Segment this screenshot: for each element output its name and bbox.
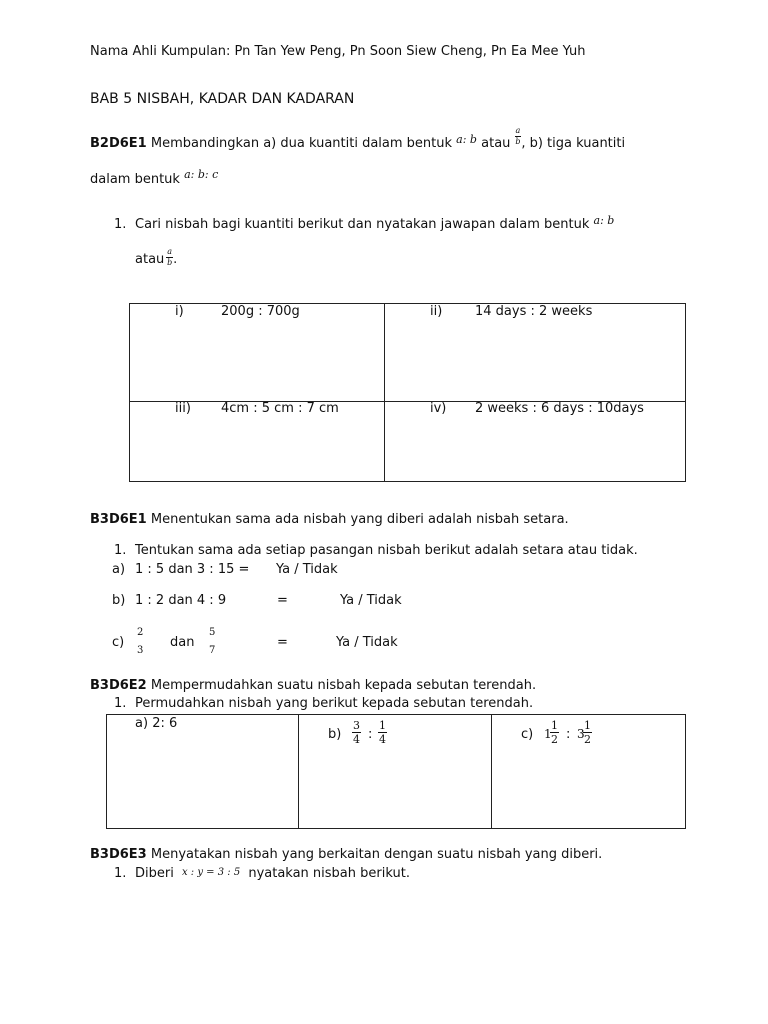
whole-number: 3	[577, 727, 585, 741]
question-number: 1.	[114, 217, 127, 232]
whole-number: 1	[544, 727, 552, 741]
fraction-2-3	[137, 628, 143, 656]
cell-label-ii: ii)	[430, 304, 443, 319]
question-text-line2	[135, 247, 178, 269]
fraction-denominator: 7	[209, 645, 216, 656]
fraction-numerator: 1	[551, 719, 558, 732]
fraction-numerator: 1	[584, 719, 591, 732]
fraction-a-over-b	[166, 248, 173, 267]
section-text: dalam bentuk	[90, 172, 180, 187]
answer-choice-c[interactable]: Ya / Tidak	[336, 635, 398, 650]
answer-choice-b[interactable]: Ya / Tidak	[340, 593, 402, 608]
item-label-c: c)	[521, 727, 534, 742]
section-text-cont: , b) tiga kuantiti	[521, 136, 626, 151]
simplify-item-a	[135, 716, 177, 731]
group-members: Nama Ahli Kumpulan: Pn Tan Yew Peng, Pn Soon Siew Cheng, Pn Ea Mee Yuh	[90, 44, 586, 59]
fraction-numerator: a	[167, 247, 173, 256]
section-text: Mempermudahkan suatu nisbah kepada sebutan terendah.	[150, 678, 537, 693]
or-text: atau	[481, 136, 511, 151]
fraction-denominator: 4	[379, 733, 386, 746]
cell-value-ii: 14 days : 2 weeks	[475, 304, 593, 319]
section-b2d6e1-line2	[90, 168, 219, 187]
section-b3d6e2	[90, 678, 536, 693]
simplify-table	[106, 714, 686, 829]
math-a-b: a: b	[593, 214, 615, 227]
item-text-a: 1 : 5 dan 3 : 15 =	[135, 562, 250, 577]
fraction-denominator: b	[515, 137, 521, 146]
question-text-rest: nyatakan nisbah berikut.	[248, 866, 410, 881]
or-text: atau	[135, 252, 165, 267]
cell-label-iii: iii)	[175, 401, 191, 416]
section-b3d6e3	[90, 847, 602, 862]
item-text-b: 1 : 2 dan 4 : 9	[135, 593, 227, 608]
question-text	[135, 866, 410, 881]
section-b2d6e1-line1	[90, 126, 626, 153]
question-text-main: Diberi	[135, 866, 174, 881]
section-code: B3D6E1	[90, 512, 147, 527]
fraction-1-2	[550, 720, 559, 745]
fraction-denominator: 2	[584, 733, 591, 746]
fraction-3-4	[352, 720, 361, 745]
question-text-main: Cari nisbah bagi kuantiti berikut dan nyatakan jawapan dalam bentuk	[135, 217, 590, 232]
period: .	[173, 252, 178, 267]
equals-sign: =	[277, 593, 288, 608]
section-text: Menentukan sama ada nisbah yang diberi adalah nisbah setara.	[150, 512, 569, 527]
table-divider	[491, 714, 492, 829]
fraction-denominator: b	[167, 258, 173, 267]
item-label-a: a)	[135, 716, 149, 731]
cell-label-i: i)	[175, 304, 184, 319]
section-text: Menyatakan nisbah yang berkaitan dengan suatu nisbah yang diberi.	[150, 847, 603, 862]
fraction-a-over-b	[515, 127, 522, 146]
answer-choice-a[interactable]: Ya / Tidak	[276, 562, 338, 577]
question-text	[135, 214, 615, 232]
math-a-b-c: a: b: c	[184, 168, 219, 181]
cell-value-i: 200g : 700g	[221, 304, 300, 319]
fraction-1-2	[583, 720, 592, 745]
item-label-a: a)	[112, 562, 126, 577]
cell-label-iv: iv)	[430, 401, 447, 416]
item-label-b: b)	[328, 727, 342, 742]
section-code: B2D6E1	[90, 136, 147, 151]
table-divider	[298, 714, 299, 829]
question-number: 1.	[114, 696, 127, 711]
fraction-numerator: 3	[353, 719, 360, 732]
item-label-c: c)	[112, 635, 125, 650]
math-x-y-ratio: x : y = 3 : 5	[181, 867, 241, 878]
fraction-numerator: a	[515, 126, 521, 135]
colon: :	[566, 727, 571, 742]
fraction-denominator: 4	[353, 733, 360, 746]
fraction-5-7	[209, 628, 215, 656]
fraction-numerator: 5	[209, 627, 216, 638]
fraction-1-4	[378, 720, 387, 745]
section-code: B3D6E3	[90, 847, 147, 862]
math-a-b: a: b	[456, 133, 477, 146]
equals-sign: =	[277, 635, 288, 650]
question-number: 1.	[114, 543, 127, 558]
fraction-numerator: 2	[137, 627, 144, 638]
item-value-a: 2: 6	[152, 716, 178, 731]
fraction-denominator: 2	[551, 733, 558, 746]
cell-value-iv: 2 weeks : 6 days : 10days	[475, 401, 644, 416]
table-divider	[384, 303, 385, 482]
cell-value-iii: 4cm : 5 cm : 7 cm	[221, 401, 339, 416]
fraction-denominator: 3	[137, 645, 144, 656]
ratio-table-1	[129, 303, 686, 482]
question-text: Tentukan sama ada setiap pasangan nisbah berikut adalah setara atau tidak.	[135, 543, 638, 558]
question-number: 1.	[114, 866, 127, 881]
question-text: Permudahkan nisbah yang berikut kepada sebutan terendah.	[135, 696, 534, 711]
fraction-numerator: 1	[379, 719, 386, 732]
section-text: Membandingkan a) dua kuantiti dalam bentuk	[150, 136, 453, 151]
dan-text: dan	[170, 635, 195, 650]
chapter-title: BAB 5 NISBAH, KADAR DAN KADARAN	[90, 91, 355, 107]
section-code: B3D6E2	[90, 678, 147, 693]
colon: :	[368, 727, 373, 742]
section-b3d6e1	[90, 512, 569, 527]
item-label-b: b)	[112, 593, 126, 608]
